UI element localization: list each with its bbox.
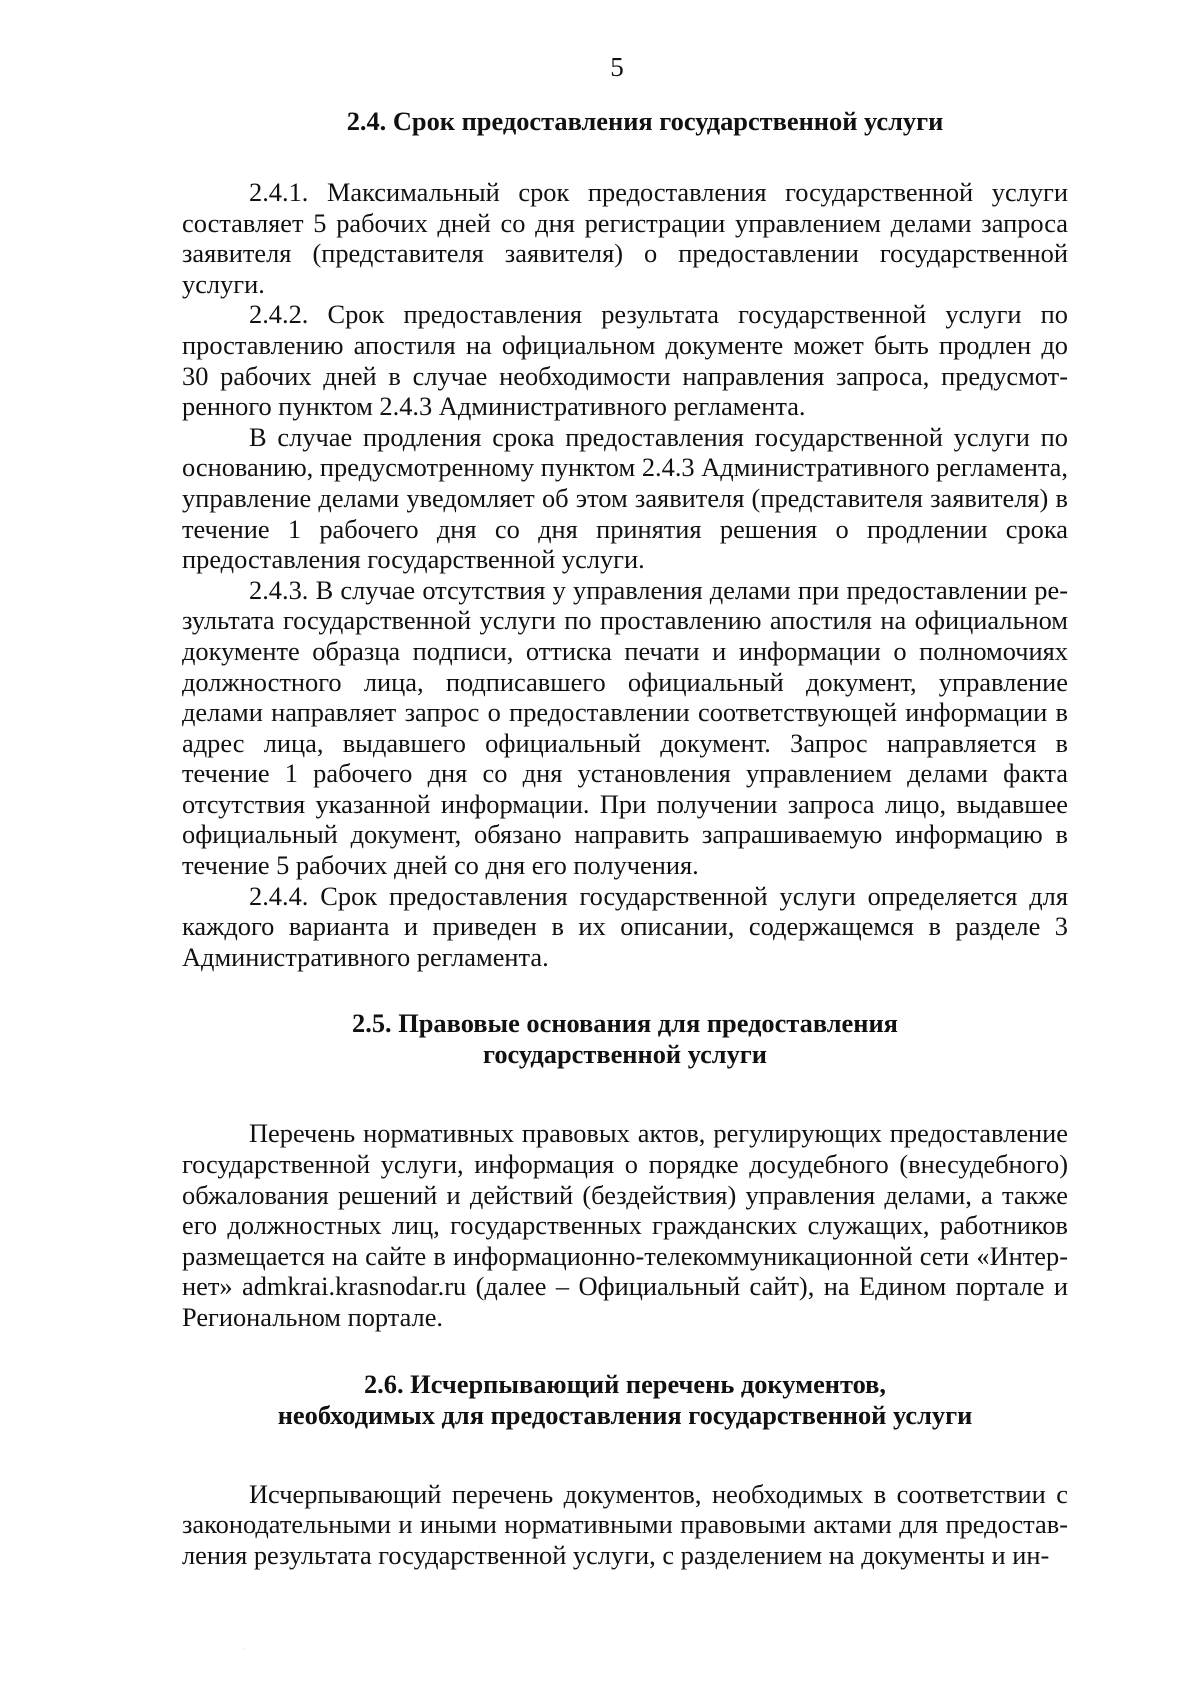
page-number: 5	[610, 52, 624, 82]
section-2-6-heading-line-1: 2.6. Исчерпывающий перечень документов,	[363, 1368, 886, 1399]
paragraph-2-4-3: 2.4.3. В случае отсутствия у управления делами при предоставлении результата государственной услуги по проставлению апостиля на официальном документе образца подписи, оттиска печати и информации о полномочиях должностного лица, подписавшего официальный документ, управление делами направляет запрос о предоставлении соответствующей информации в адрес лица, выдавшего официальный документ. Запрос направляется в течение 1 рабочего дня со дня установления управлением делами факта отсутствия указанной информации. При получении запроса лицо, выдавшее официальный документ, обязано направить запрашиваемую информацию в течение 5 рабочих дней со дня его получения.	[182, 574, 1068, 881]
paragraph-2-4-2-extension: В случае продления срока предоставления государственной услуги по основанию, предусмотренному пунктом 2.4.3 Административного регламента, управление делами уведомляет об этом заявителя (представителя заявителя) в течение 1 рабочего дня со дня принятия решения о продлении срока предоставления государственной услуги.	[182, 421, 1068, 575]
section-2-4-heading: 2.4. Срок предоставления государственной услуги	[346, 106, 944, 136]
section-2-5-heading-line-2: государственной услуги	[483, 1039, 767, 1070]
paragraph-2-6: Исчерпывающий перечень документов, необходимых в соответствии с законодательными и иными нормативными правовыми актами для предоставления результата государственной услуги, с разделением на документы и ин-	[182, 1478, 1068, 1570]
paragraph-2-4-1: 2.4.1. Максимальный срок предоставления государственной услуги составляет 5 рабочих дней со дня регистрации управлением делами запроса заявителя (представителя заявителя) о предоставлении государственной услуги.	[182, 177, 1068, 299]
document-body	[182, 106, 1068, 1570]
paragraph-2-4-4: 2.4.4. Срок предоставления государственной услуги определяется для каждого варианта и приведен в их описании, содержащемся в разделе 3 Административного регламента.	[182, 880, 1068, 972]
paragraph-2-5: Перечень нормативных правовых актов, регулирующих предоставление государственной услуги, информация о порядке досудебного (внесудебного) обжалования решений и действий (бездействия) управления делами, а также его должностных лиц, государственных гражданских служащих, работников размещается на сайте в информационно-телекоммуникационной сети «Интернет» admkrai.krasnodar.ru (далее – Официальный сайт), на Едином портале и Региональном портале.	[182, 1118, 1068, 1332]
paragraph-2-4-2: 2.4.2. Срок предоставления результата государственной услуги по проставлению апостиля на официальном документе может быть продлен до 30 рабочих дней в случае необходимости направления запроса, предусмотренного пунктом 2.4.3 Административного регламента.	[182, 299, 1068, 422]
scan-artifact-mark: ·	[243, 1645, 246, 1654]
section-2-5-heading	[182, 1008, 1068, 1070]
section-2-6-heading-line-2: необходимых для предоставления государственной услуги	[277, 1399, 973, 1430]
section-2-6-heading	[182, 1369, 1068, 1431]
section-2-5-heading-line-1: 2.5. Правовые основания для предоставления	[352, 1008, 898, 1039]
